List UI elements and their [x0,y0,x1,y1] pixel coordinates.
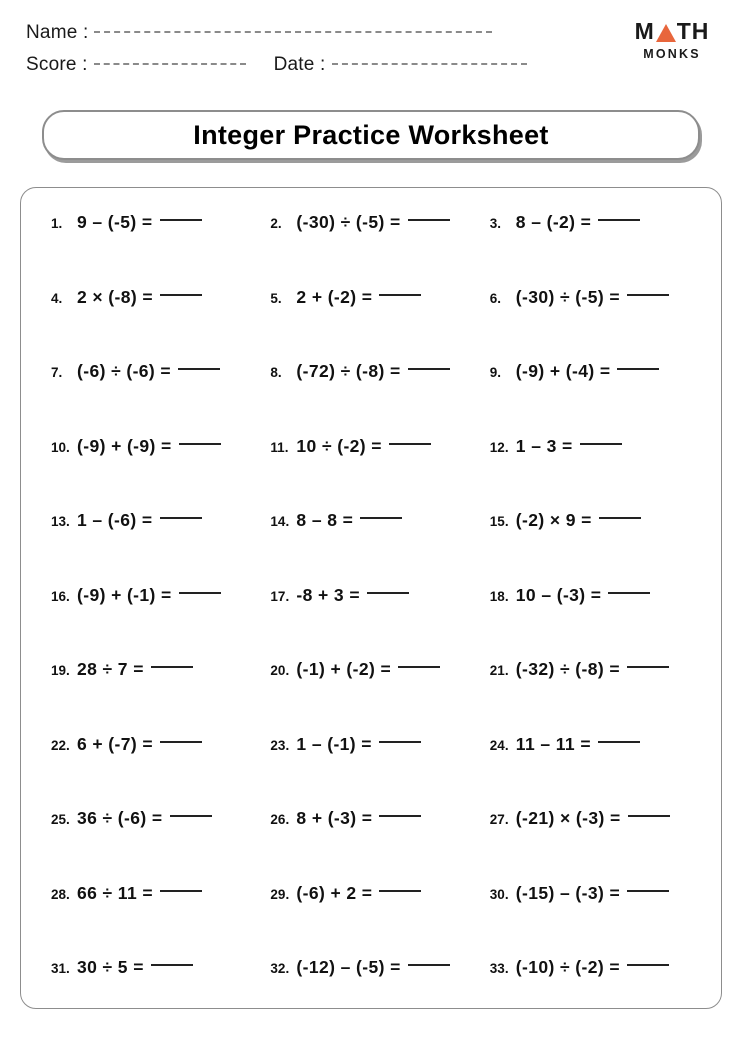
answer-blank[interactable] [160,219,202,221]
problem-row [27,357,715,432]
problem-expression: 2 × (-8) = [77,286,153,307]
problem-item [27,730,266,805]
problem-item [266,357,487,432]
math-monks-logo [626,20,718,61]
problem-expression: 1 – (-1) = [296,733,372,754]
problems-panel [20,187,722,1009]
answer-blank[interactable] [598,741,640,743]
problem-expression: 6 + (-7) = [77,733,153,754]
problem-item [27,953,266,1028]
problem-number: 20. [270,663,290,678]
date-input-line[interactable] [332,63,527,65]
problem-item [266,804,487,879]
problem-expression: (-9) + (-9) = [77,435,172,456]
problem-item [27,283,266,358]
problem-item [27,357,266,432]
problem-expression: 2 + (-2) = [296,286,373,307]
problem-item [266,208,487,283]
problem-row [27,804,715,879]
answer-blank[interactable] [379,815,421,817]
problem-expression: (-30) ÷ (-5) = [296,212,401,232]
answer-blank[interactable] [398,666,440,668]
title-box [42,110,700,160]
problem-number: 7. [51,365,63,380]
problem-number: 29. [270,886,290,902]
logo-letters-th: TH [676,18,710,44]
problem-expression: 8 – 8 = [296,510,354,530]
problem-expression: 9 – (-5) = [77,212,153,232]
problem-number: 24. [489,737,509,753]
answer-blank[interactable] [179,592,221,594]
problem-item [27,879,266,954]
problem-number: 13. [51,514,70,529]
problem-number: 9. [489,365,502,380]
problem-expression: 10 – (-3) = [515,584,602,605]
answer-blank[interactable] [408,368,450,370]
problem-number: 16. [51,588,70,604]
problem-expression: (-30) ÷ (-5) = [515,286,620,307]
problem-row [27,581,715,656]
answer-blank[interactable] [627,964,669,966]
name-label: Name : [26,22,89,43]
problem-number: 14. [270,514,290,529]
answer-blank[interactable] [367,592,409,594]
problem-expression: (-9) + (-1) = [77,584,172,605]
problem-item [488,804,715,879]
problem-expression: (-6) + 2 = [296,882,373,903]
logo-wordmark-top [626,20,718,43]
problem-expression: 8 – (-2) = [515,212,592,232]
answer-blank[interactable] [627,294,669,296]
name-row [26,18,716,54]
problem-number: 6. [489,290,502,306]
problem-expression: 36 ÷ (-6) = [77,808,163,828]
answer-blank[interactable] [160,294,202,296]
problem-item [266,581,487,656]
problem-expression: (-9) + (-4) = [515,361,611,381]
problem-number: 28. [51,886,70,902]
problem-number: 32. [270,961,290,976]
answer-blank[interactable] [179,443,221,445]
problem-row [27,432,715,507]
problem-expression: (-1) + (-2) = [296,659,392,679]
problem-number: 30. [489,886,509,902]
problem-item [266,432,487,507]
problem-number: 15. [489,514,509,529]
answer-blank[interactable] [360,517,402,519]
answer-blank[interactable] [178,368,220,370]
answer-blank[interactable] [608,592,650,594]
problem-item [488,730,715,805]
problem-expression: 28 ÷ 7 = [77,659,144,679]
answer-blank[interactable] [408,964,450,966]
problem-item [266,283,487,358]
problem-expression: (-15) – (-3) = [515,882,621,903]
score-label: Score : [26,54,88,75]
answer-blank[interactable] [627,890,669,892]
answer-blank[interactable] [170,815,212,817]
problem-item [266,730,487,805]
problem-item [488,953,715,1028]
problem-rows [27,208,715,1028]
problem-number: 11. [270,439,289,455]
problem-number: 27. [489,812,509,827]
problem-number: 18. [489,588,509,604]
problem-expression: (-32) ÷ (-8) = [515,659,620,679]
problem-expression: (-6) ÷ (-6) = [77,361,172,381]
problem-item [488,357,715,432]
problem-number: 12. [489,439,509,455]
answer-blank[interactable] [151,666,193,668]
problem-item [266,953,487,1028]
problem-number: 25. [51,812,70,827]
problem-item [266,506,487,581]
answer-blank[interactable] [160,741,202,743]
answer-blank[interactable] [580,443,622,445]
problem-number: 4. [51,290,63,306]
problem-expression: (-72) ÷ (-8) = [296,361,401,381]
problem-item [27,432,266,507]
problem-item [488,879,715,954]
problem-number: 3. [489,216,502,231]
answer-blank[interactable] [599,517,641,519]
problem-row [27,655,715,730]
problem-number: 31. [51,961,70,976]
problem-number: 33. [489,961,509,976]
answer-blank[interactable] [160,890,202,892]
problem-expression: -8 + 3 = [296,584,360,605]
problem-expression: 66 ÷ 11 = [77,882,153,903]
problem-expression: 30 ÷ 5 = [77,957,144,977]
score-input-line[interactable] [94,63,246,65]
answer-blank[interactable] [628,815,670,817]
problem-item [27,804,266,879]
problem-row [27,730,715,805]
name-input-line[interactable] [94,31,492,33]
problem-expression: 1 – 3 = [515,435,573,456]
date-label: Date : [273,54,326,75]
answer-blank[interactable] [389,443,431,445]
problem-number: 2. [270,216,282,231]
answer-blank[interactable] [379,741,421,743]
problem-item [488,655,715,730]
triangle-icon [656,24,676,42]
problem-row [27,879,715,954]
problem-item [266,879,487,954]
problem-expression: (-10) ÷ (-2) = [515,957,620,977]
answer-blank[interactable] [160,517,202,519]
worksheet-header [0,0,742,96]
page-title: Integer Practice Worksheet [193,119,549,150]
problem-row [27,506,715,581]
problem-expression: 10 ÷ (-2) = [296,435,382,456]
problem-item [27,581,266,656]
problem-item [488,208,715,283]
answer-blank[interactable] [408,219,450,221]
problem-number: 5. [270,290,282,306]
answer-blank[interactable] [151,964,193,966]
problem-number: 17. [270,588,290,604]
problem-item [488,432,715,507]
problem-item [488,283,715,358]
answer-blank[interactable] [598,219,640,221]
problem-expression: (-12) – (-5) = [296,957,401,977]
problem-number: 8. [270,365,282,380]
problem-item [488,506,715,581]
answer-blank[interactable] [617,368,659,370]
logo-letter-m: M [634,18,655,44]
problem-item [266,655,487,730]
problem-expression: 8 + (-3) = [296,808,373,828]
problem-number: 23. [270,737,290,753]
problem-expression: 11 – 11 = [515,733,591,754]
problem-number: 21. [489,663,509,678]
answer-blank[interactable] [379,890,421,892]
problem-expression: 1 – (-6) = [77,510,153,530]
score-date-row [26,54,716,86]
problem-item [27,208,266,283]
problem-row [27,953,715,1028]
problem-expression: (-2) × 9 = [515,510,592,530]
problem-number: 22. [51,737,70,753]
problem-item [27,655,266,730]
problem-number: 26. [270,812,290,827]
problem-number: 1. [51,216,63,231]
problem-item [488,581,715,656]
problem-row [27,283,715,358]
problem-number: 10. [51,439,70,455]
problem-number: 19. [51,663,70,678]
problem-expression: (-21) × (-3) = [515,808,621,828]
answer-blank[interactable] [627,666,669,668]
title-banner [42,110,700,160]
logo-wordmark-bottom: MONKS [643,47,701,61]
problem-row [27,208,715,283]
answer-blank[interactable] [379,294,421,296]
problem-item [27,506,266,581]
